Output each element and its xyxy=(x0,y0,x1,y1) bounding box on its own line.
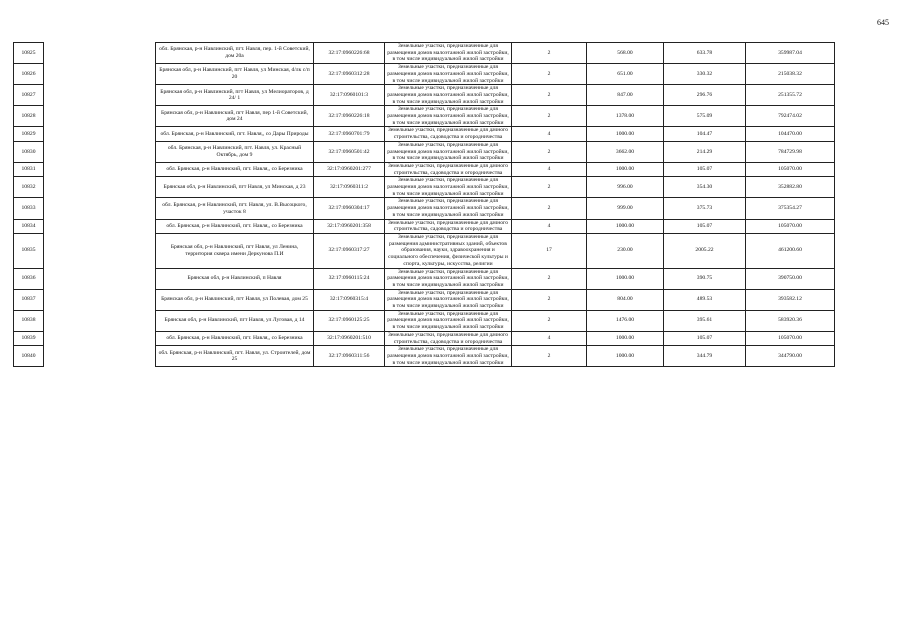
area-cell: 847.00 xyxy=(587,85,664,106)
row-id: 10833 xyxy=(14,198,44,219)
spacer-cell xyxy=(44,127,156,141)
cadastral-number-cell: 32:17:0960115:24 xyxy=(314,268,385,289)
area-cell: 3662.00 xyxy=(587,141,664,162)
cadastral-number-cell: 32:17:0960226:18 xyxy=(314,106,385,127)
row-id: 10840 xyxy=(14,346,44,367)
cadastral-value-cell: 344790.00 xyxy=(746,346,835,367)
cadastral-number-cell: 32:17:0960501:42 xyxy=(314,141,385,162)
cadastral-value-cell: 461200.60 xyxy=(746,233,835,268)
address-cell: Брянская обл, р-н Навлинский, пгт Навля, пер 1-й Советский, дом 24 xyxy=(156,106,314,127)
cadastral-number-cell: 32:17:0960201:277 xyxy=(314,162,385,176)
specific-value-cell: 105.07 xyxy=(664,219,746,233)
address-cell: обл. Брянская, р-н Навлинский, пгт. Навля, ул. Строителей, дом 25 xyxy=(156,346,314,367)
cadastral-value-cell: 251355.72 xyxy=(746,85,835,106)
table-row xyxy=(14,233,835,268)
table-row xyxy=(14,64,835,85)
cadastral-number-cell: 32:17:0960311:2 xyxy=(314,177,385,198)
specific-value-cell: 633.78 xyxy=(664,43,746,64)
row-id: 10826 xyxy=(14,64,44,85)
spacer-cell xyxy=(44,106,156,127)
cadastral-value-cell: 105070.00 xyxy=(746,331,835,345)
row-id: 10830 xyxy=(14,141,44,162)
cadastral-number-cell: 32:17:0960312:28 xyxy=(314,64,385,85)
land-purpose-cell: Земельные участки, предназначенные для размещения домов малоэтажной жилой застройки, в том числе индивидуальной жилой застройки xyxy=(385,106,512,127)
table-row xyxy=(14,331,835,345)
cadastral-number-cell: 32:17:0960315:4 xyxy=(314,289,385,310)
land-purpose-cell: Земельные участки, предназначенные для дачного строительства, садоводства и огородничества xyxy=(385,219,512,233)
table-row xyxy=(14,162,835,176)
group-code-cell: 2 xyxy=(512,268,587,289)
group-code-cell: 2 xyxy=(512,64,587,85)
table-row xyxy=(14,219,835,233)
land-purpose-cell: Земельные участки, предназначенные для размещения домов малоэтажной жилой застройки, в том числе индивидуальной жилой застройки xyxy=(385,268,512,289)
area-cell: 1000.00 xyxy=(587,162,664,176)
land-purpose-cell: Земельные участки, предназначенные для дачного строительства, садоводства и огородничества xyxy=(385,331,512,345)
cadastral-value-cell: 583920.36 xyxy=(746,310,835,331)
area-cell: 568.00 xyxy=(587,43,664,64)
address-cell: обл. Брянская, р-н Навлинский, пгт. Навля, ул. Красный Октябрь, дом 9 xyxy=(156,141,314,162)
table-body xyxy=(14,43,835,367)
specific-value-cell: 105.07 xyxy=(664,331,746,345)
row-id: 10831 xyxy=(14,162,44,176)
address-cell: Брянская обл, р-н Навлинский, пгт Навля, ул Мелиораторов, д 24/ 1 xyxy=(156,85,314,106)
cadastral-value-cell: 792474.02 xyxy=(746,106,835,127)
land-purpose-cell: Земельные участки, предназначенные для размещения домов малоэтажной жилой застройки, в том числе индивидуальной жилой застройки xyxy=(385,310,512,331)
cadastral-number-cell: 32:17:0960304:17 xyxy=(314,198,385,219)
land-purpose-cell: Земельные участки, предназначенные для размещения домов малоэтажной жилой застройки, в том числе индивидуальной жилой застройки xyxy=(385,289,512,310)
group-code-cell: 2 xyxy=(512,85,587,106)
address-cell: Брянская обл, р-н Навлинский, пгт Навля, ул Ленина, территория сквера имени Деркунова П.И xyxy=(156,233,314,268)
cadastral-value-table xyxy=(13,42,835,367)
area-cell: 1000.00 xyxy=(587,268,664,289)
specific-value-cell: 390.75 xyxy=(664,268,746,289)
spacer-cell xyxy=(44,310,156,331)
specific-value-cell: 354.30 xyxy=(664,177,746,198)
row-id: 10838 xyxy=(14,310,44,331)
table-row xyxy=(14,346,835,367)
spacer-cell xyxy=(44,219,156,233)
group-code-cell: 2 xyxy=(512,289,587,310)
spacer-cell xyxy=(44,43,156,64)
cadastral-value-cell: 390750.00 xyxy=(746,268,835,289)
land-purpose-cell: Земельные участки, предназначенные для размещения домов малоэтажной жилой застройки, в том числе индивидуальной жилой застройки xyxy=(385,85,512,106)
group-code-cell: 4 xyxy=(512,162,587,176)
cadastral-value-cell: 359987.04 xyxy=(746,43,835,64)
spacer-cell xyxy=(44,177,156,198)
row-id: 10836 xyxy=(14,268,44,289)
specific-value-cell: 105.07 xyxy=(664,162,746,176)
area-cell: 1476.00 xyxy=(587,310,664,331)
spacer-cell xyxy=(44,162,156,176)
spacer-cell xyxy=(44,141,156,162)
area-cell: 230.00 xyxy=(587,233,664,268)
spacer-cell xyxy=(44,85,156,106)
group-code-cell: 2 xyxy=(512,310,587,331)
table-row xyxy=(14,141,835,162)
address-cell: обл. Брянская, р-н Навлинский, пгт. Навля,, со Дары Природы xyxy=(156,127,314,141)
row-id: 10829 xyxy=(14,127,44,141)
cadastral-value-cell: 784729.98 xyxy=(746,141,835,162)
table-row xyxy=(14,85,835,106)
land-purpose-cell: Земельные участки, предназначенные для размещения домов малоэтажной жилой застройки, в том числе индивидуальной жилой застройки xyxy=(385,198,512,219)
land-purpose-cell: Земельные участки, предназначенные для размещения домов малоэтажной жилой застройки, в том числе индивидуальной жилой застройки xyxy=(385,64,512,85)
row-id: 10827 xyxy=(14,85,44,106)
land-purpose-cell: Земельные участки, предназначенные для размещения административных зданий, объектов образования, науки, здравоохранения и социального обеспечения, физической культуры и спорта, культуры, искусства, религии xyxy=(385,233,512,268)
row-id: 10835 xyxy=(14,233,44,268)
land-purpose-cell: Земельные участки, предназначенные для дачного строительства, садоводства и огородничества xyxy=(385,127,512,141)
specific-value-cell: 344.79 xyxy=(664,346,746,367)
specific-value-cell: 104.47 xyxy=(664,127,746,141)
land-purpose-cell: Земельные участки, предназначенные для размещения домов малоэтажной жилой застройки, в том числе индивидуальной жилой застройки xyxy=(385,346,512,367)
spacer-cell xyxy=(44,233,156,268)
table-row xyxy=(14,106,835,127)
address-cell: Брянская обл, р-н Навлинский, пгт Навля, ул Минская, d/лк с/п 20 xyxy=(156,64,314,85)
group-code-cell: 4 xyxy=(512,127,587,141)
group-code-cell: 4 xyxy=(512,219,587,233)
cadastral-number-cell: 32:17:0960201:510 xyxy=(314,331,385,345)
row-id: 10839 xyxy=(14,331,44,345)
group-code-cell: 2 xyxy=(512,141,587,162)
row-id: 10825 xyxy=(14,43,44,64)
area-cell: 1000.00 xyxy=(587,331,664,345)
group-code-cell: 17 xyxy=(512,233,587,268)
address-cell: обл. Брянская, р-н Навлинский, пгт. Навля,, со Березника xyxy=(156,331,314,345)
land-purpose-cell: Земельные участки, предназначенные для размещения домов малоэтажной жилой застройки, в том числе индивидуальной жилой застройки xyxy=(385,177,512,198)
specific-value-cell: 489.53 xyxy=(664,289,746,310)
area-cell: 1000.00 xyxy=(587,219,664,233)
page-number: 645 xyxy=(877,18,889,27)
specific-value-cell: 296.76 xyxy=(664,85,746,106)
address-cell: обл. Брянская, р-н Навлинский, пгт. Навля, пер. 1-й Советский, дом 20а xyxy=(156,43,314,64)
cadastral-number-cell: 32:17:0960101:3 xyxy=(314,85,385,106)
area-cell: 1000.00 xyxy=(587,346,664,367)
spacer-cell xyxy=(44,331,156,345)
row-id: 10834 xyxy=(14,219,44,233)
row-id: 10837 xyxy=(14,289,44,310)
group-code-cell: 2 xyxy=(512,177,587,198)
spacer-cell xyxy=(44,198,156,219)
area-cell: 999.00 xyxy=(587,198,664,219)
table-row xyxy=(14,43,835,64)
table-row xyxy=(14,310,835,331)
area-cell: 804.00 xyxy=(587,289,664,310)
group-code-cell: 2 xyxy=(512,198,587,219)
address-cell: Брянская обл, р-н Навлинский, пгт Навля, ул Луговая, д 14 xyxy=(156,310,314,331)
specific-value-cell: 375.73 xyxy=(664,198,746,219)
specific-value-cell: 214.29 xyxy=(664,141,746,162)
specific-value-cell: 330.32 xyxy=(664,64,746,85)
land-purpose-cell: Земельные участки, предназначенные для размещения домов малоэтажной жилой застройки, в том числе индивидуальной жилой застройки xyxy=(385,141,512,162)
cadastral-value-cell: 105070.00 xyxy=(746,219,835,233)
table-row xyxy=(14,268,835,289)
cadastral-value-cell: 375354.27 xyxy=(746,198,835,219)
address-cell: обл. Брянская, р-н Навлинский, пгт. Навля,, со Березника xyxy=(156,162,314,176)
cadastral-value-cell: 352882.80 xyxy=(746,177,835,198)
group-code-cell: 2 xyxy=(512,106,587,127)
area-cell: 651.00 xyxy=(587,64,664,85)
table-row xyxy=(14,127,835,141)
row-id: 10828 xyxy=(14,106,44,127)
cadastral-value-cell: 104470.00 xyxy=(746,127,835,141)
cadastral-number-cell: 32:17:0960311:56 xyxy=(314,346,385,367)
specific-value-cell: 395.61 xyxy=(664,310,746,331)
cadastral-number-cell: 32:17:0960226:68 xyxy=(314,43,385,64)
table-row xyxy=(14,289,835,310)
group-code-cell: 2 xyxy=(512,346,587,367)
specific-value-cell: 575.09 xyxy=(664,106,746,127)
cadastral-value-cell: 393582.12 xyxy=(746,289,835,310)
cadastral-number-cell: 32:17:0960701:79 xyxy=(314,127,385,141)
address-cell: Брянская обл, р-н Навлинский, п Навля xyxy=(156,268,314,289)
table-row xyxy=(14,177,835,198)
land-purpose-cell: Земельные участки, предназначенные для размещения домов малоэтажной жилой застройки, в том числе индивидуальной жилой застройки xyxy=(385,43,512,64)
address-cell: обл. Брянская, р-н Навлинский, пгт. Навля, ул. В.Высоцкого, участок 8 xyxy=(156,198,314,219)
spacer-cell xyxy=(44,64,156,85)
row-id: 10832 xyxy=(14,177,44,198)
address-cell: Брянская обл, р-н Навлинский, пгт Навля, ул Минская, д 23 xyxy=(156,177,314,198)
spacer-cell xyxy=(44,346,156,367)
group-code-cell: 4 xyxy=(512,331,587,345)
spacer-cell xyxy=(44,289,156,310)
cadastral-value-cell: 105070.00 xyxy=(746,162,835,176)
address-cell: Брянская обл, р-н Навлинский, пгт Навля, ул Полевая, дом 25 xyxy=(156,289,314,310)
address-cell: обл. Брянская, р-н Навлинский, пгт. Навля,, со Березника xyxy=(156,219,314,233)
land-purpose-cell: Земельные участки, предназначенные для дачного строительства, садоводства и огородничества xyxy=(385,162,512,176)
group-code-cell: 2 xyxy=(512,43,587,64)
area-cell: 996.00 xyxy=(587,177,664,198)
area-cell: 1000.00 xyxy=(587,127,664,141)
cadastral-number-cell: 32:17:0960201:358 xyxy=(314,219,385,233)
cadastral-number-cell: 32:17:0960317:27 xyxy=(314,233,385,268)
spacer-cell xyxy=(44,268,156,289)
cadastral-number-cell: 32:17:0960125:25 xyxy=(314,310,385,331)
specific-value-cell: 2005.22 xyxy=(664,233,746,268)
cadastral-value-cell: 215038.32 xyxy=(746,64,835,85)
table-row xyxy=(14,198,835,219)
area-cell: 1378.00 xyxy=(587,106,664,127)
